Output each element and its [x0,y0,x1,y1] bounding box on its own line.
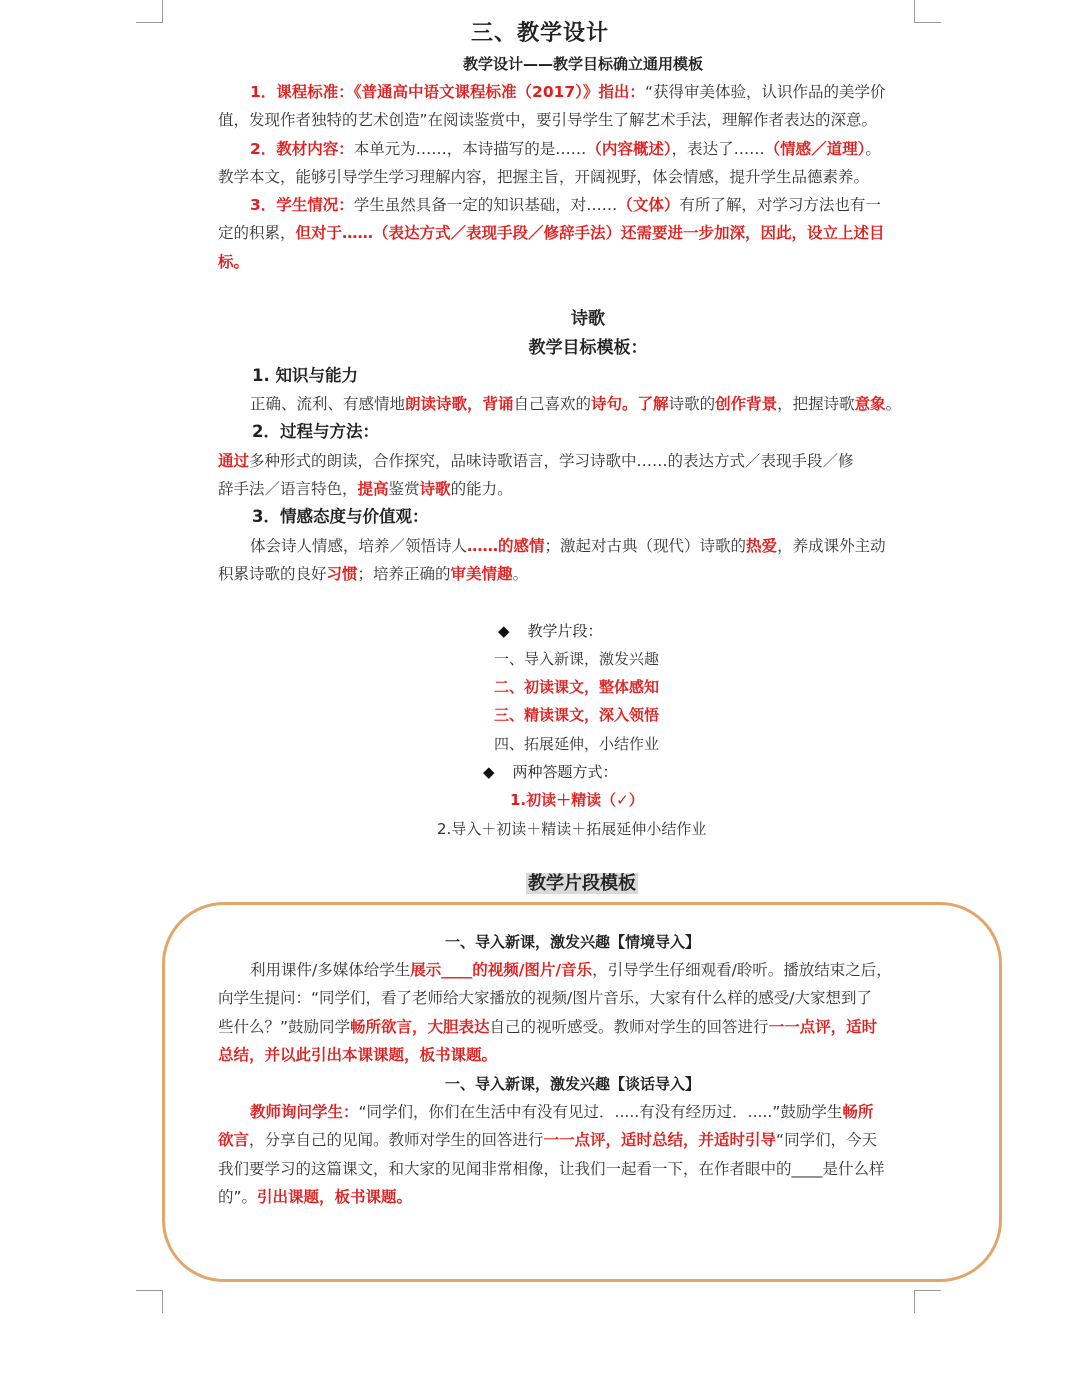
block-1-show: 展示____的视频/图片/音乐 [410,961,593,979]
block-1-express: 畅所欲言，大胆表达 [350,1018,490,1036]
textbook-content-text-2: ，表达了…… [671,140,765,158]
segments-heading [498,617,603,645]
genre-tag: （文体） [617,196,680,214]
block-1-text-2: ，引导学生仔细观看/聆听。播放结束之后， [592,961,892,979]
block-2-line-3: 我们要学习的这篇课文，和大家的见闻非常相像，让我们一起看一下，在作者眼中的____是什么样 [218,1160,885,1178]
curriculum-quote: “获得审美体验，认识作品的美学价 [644,83,886,101]
textbook-content-label: 2．教材内容： [250,140,354,158]
period: 。 [865,140,881,158]
emotion-aesthetic: 审美情趣 [450,565,513,583]
crop-mark-bottom-left [136,1290,163,1313]
block-1-text-3: 些什么？”鼓励同学 [218,1018,351,1036]
intro-para-1-line-2: 值，发现作者独特的艺术创造”在阅读鉴赏中，要引导学生了解艺术手法，理解作者表达的深意。 [218,111,878,129]
emotion-period: 。 [512,565,529,583]
block-1-comment: 一一点评，适时 [768,1018,878,1036]
template-title [526,870,638,898]
poetry-title: 诗歌 [571,309,605,329]
emotion-tag: （情感／道理） [764,140,866,158]
crop-mark-bottom-right [914,1290,941,1313]
block-2-speak: 畅所 [842,1103,874,1121]
knowledge-text: 正确、流利、有感情地 [250,395,406,413]
knowledge-recite: 朗读诗歌，背诵 [405,395,514,413]
textbook-content-text: 本单元为……，本诗描写的是…… [353,140,587,158]
template-title-text: 教学片段模板 [528,873,636,894]
page-subtitle: 教学设计——教学目标确立通用模板 [462,55,703,73]
block-1-line-2: 向学生提问：“同学们，看了老师给大家播放的视频/图片音乐，大家有什么样的感受/大家想到了 [218,989,872,1007]
knowledge-heading: 1. 知识与能力 [252,366,358,385]
emotion-text-3: ，养成课外主动 [777,537,886,555]
block-2-ask: 教师询问学生： [250,1103,359,1121]
emotion-text: 体会诗人情感，培养／领悟诗人 [250,537,468,555]
block-1-text: 利用课件/多媒体给学生 [250,961,411,979]
segment-2: 二、初读课文，整体感知 [494,678,660,696]
knowledge-background: 创作背景 [715,395,778,413]
answer-heading [483,758,618,786]
segments-heading-text: 教学片段： [527,622,603,640]
diamond-bullet-icon: ◆ [498,622,510,640]
student-situation-highlight: 但对于……（表达方式／表现手段／修辞手法）还需要进一步加深，因此，设立上述目 [295,224,885,242]
diamond-bullet-icon: ◆ [483,763,495,781]
poetry-subtitle: 教学目标模板： [528,338,648,358]
process-ability: 的能力。 [450,480,513,498]
answer-option-2: 2.导入＋初读＋精读＋拓展延伸小结作业 [437,820,707,838]
emotion-text-5: ；培养正确的 [357,565,451,583]
knowledge-imagery: 意象 [854,395,886,413]
block-2-line-2 [218,1126,918,1154]
content-summary-tag: （内容概述） [586,140,672,158]
student-situation-text-3: 定的积累， [218,224,296,242]
knowledge-text-4: ，把握诗歌 [777,395,855,413]
emotion-love: 热爱 [746,537,778,555]
block-2-topic: 引出课题，板书课题。 [257,1188,413,1206]
block-1-line-3 [218,1013,918,1041]
emotion-habit: 习惯 [326,565,358,583]
process-poetry: 诗歌 [419,480,451,498]
intro-para-1-line-1 [250,78,918,106]
segment-1: 一、导入新课，激发兴趣 [494,650,660,668]
emotion-heading: 3．情感态度与价值观： [252,507,429,526]
block-2-text-3: “同学们，今天 [776,1131,878,1149]
emotion-line-1 [250,532,918,560]
intro-para-3-line-2 [218,219,918,247]
emotion-feeling: ……的感情 [467,537,545,555]
student-situation-label: 3．学生情况： [250,196,354,214]
block-2-line-4 [218,1183,918,1211]
knowledge-period: 。 [885,395,902,413]
block-2-line-1 [250,1098,918,1126]
block-1-text-4: 自己的视听感受。教师对学生的回答进行 [489,1018,769,1036]
process-through: 通过 [218,452,250,470]
process-appreciate: 鉴赏 [388,480,420,498]
block-1-line-1 [250,956,918,984]
answer-heading-text: 两种答题方式： [512,763,618,781]
block-2-heading: 一、导入新课，激发兴趣【谈话导入】 [445,1075,701,1093]
process-text: 多种形式的朗读，合作探究，品味诗歌语言，学习诗歌中……的表达方式／表现手段／修 [249,452,854,470]
answer-option-1: 1.初读＋精读（✓） [510,791,644,809]
emotion-line-2 [218,560,918,588]
process-improve: 提高 [357,480,389,498]
process-text-2: 辞手法／语言特色， [218,480,358,498]
segment-4: 四、拓展延伸，小结作业 [494,735,660,753]
knowledge-text-2: 自己喜欢的 [513,395,592,413]
emotion-text-4: 积累诗歌的良好 [218,565,327,583]
knowledge-text-3: 诗歌的 [668,395,716,413]
block-2-text-2: ，分享自己的见闻。教师对学生的回答进行 [249,1131,544,1149]
process-line-1 [218,447,918,475]
block-1-heading: 一、导入新课，激发兴趣【情境导入】 [445,933,701,951]
intro-para-2-line-1 [250,135,918,163]
block-2-comment: 一一点评，适时总结，并适时引导 [543,1131,777,1149]
block-1-line-4: 总结，并以此引出本课课题，板书课题。 [218,1046,498,1064]
intro-para-3-line-3: 标。 [218,253,250,271]
page-title: 三、教学设计 [470,21,609,46]
process-line-2 [218,475,918,503]
knowledge-line [250,390,918,418]
knowledge-verse: 诗句。了解 [591,395,669,413]
block-2-text: “同学们，你们在生活中有没有见过．.....有没有经历过．.....”鼓励学生 [358,1103,843,1121]
student-situation-text: 学生虽然具备一定的知识基础，对…… [353,196,618,214]
intro-para-2-line-2: 教学本文，能够引导学生学习理解内容，把握主旨，开阔视野，体会情感，提升学生品德素养。 [218,168,870,186]
emotion-text-2: ；激起对古典（现代）诗歌的 [544,537,747,555]
block-2-text-4: 的”。 [218,1188,258,1206]
segment-3: 三、精读课文，深入领悟 [494,706,660,724]
intro-para-3-line-1 [250,191,918,219]
student-situation-text-2: 有所了解，对学习方法也有一 [679,196,881,214]
block-2-speak-2: 欲言 [218,1131,250,1149]
curriculum-standard: 1．课程标准：《普通高中语文课程标准（2017）》指出： [250,83,645,101]
process-heading: 2．过程与方法： [252,422,379,441]
